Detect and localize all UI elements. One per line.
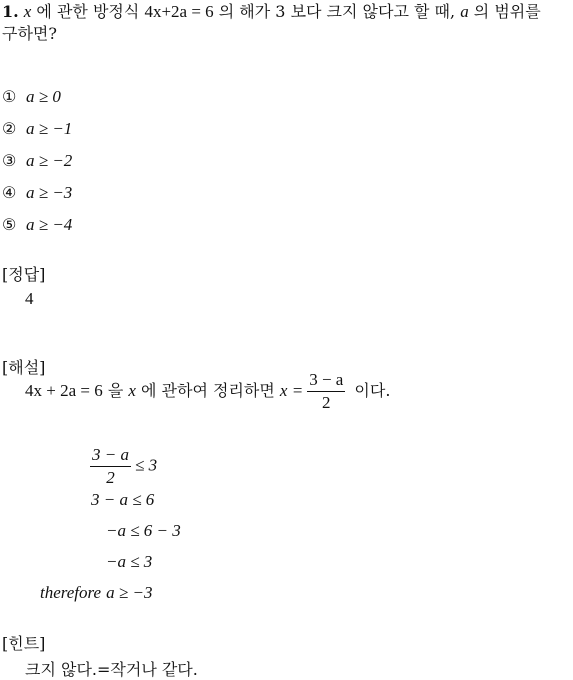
question-equation: 4x+2a = 6 [144, 2, 214, 21]
fraction-numerator: 3 − a [307, 370, 345, 392]
fraction-denominator: 2 [322, 393, 331, 412]
explanation-var-x: x [128, 381, 136, 400]
option-expr: a ≥ −3 [26, 183, 73, 202]
question-line-2: 구하면? [2, 24, 57, 43]
option-2[interactable] [2, 119, 72, 139]
step-1-rest: ≤ 3 [134, 455, 158, 475]
question-text-3: 의 범위를 [468, 2, 541, 21]
question-text-1: 에 관한 방정식 [31, 2, 145, 21]
question-number: 1. [2, 2, 19, 21]
fraction-denominator: 2 [106, 468, 115, 487]
option-5[interactable] [2, 215, 72, 235]
step-5 [40, 583, 152, 603]
option-expr: a ≥ −4 [26, 215, 73, 234]
question-var-a: a [460, 2, 469, 21]
option-4[interactable] [2, 183, 72, 203]
therefore-label: therefore [40, 583, 102, 602]
fraction-numerator: 3 − a [90, 445, 131, 467]
step-1-fraction [90, 445, 131, 488]
option-expr: a ≥ −1 [26, 119, 73, 138]
question-var-x: x [23, 2, 32, 21]
option-mark: ② [2, 119, 17, 138]
option-mark: ③ [2, 151, 17, 170]
step-3: −a ≤ 6 − 3 [106, 521, 181, 540]
option-mark: ① [2, 87, 17, 106]
question-line-1 [2, 0, 541, 24]
step-2: 3 − a ≤ 6 [91, 490, 155, 509]
option-mark: ④ [2, 183, 17, 202]
explanation-equation: 4x + 2a = 6 [25, 381, 103, 400]
option-mark: ⑤ [2, 215, 17, 234]
explanation-fraction [307, 370, 345, 413]
option-3[interactable] [2, 151, 72, 171]
option-expr: a ≥ −2 [26, 151, 73, 170]
explanation-header: [해설] [2, 358, 46, 377]
hint-text: 크지 않다.=작거나 같다. [25, 660, 198, 679]
explanation-text-2: 에 관하여 정리하면 [135, 381, 280, 400]
answer-header: [정답] [2, 265, 46, 284]
explanation-text-3: 이다. [349, 381, 391, 400]
option-expr: a ≥ 0 [26, 87, 61, 106]
step-4: −a ≤ 3 [106, 552, 153, 571]
step-1 [86, 445, 157, 488]
step-5-text: a ≥ −3 [106, 583, 153, 602]
explanation-text-1: 을 [102, 381, 129, 400]
hint-header: [힌트] [2, 634, 46, 653]
explanation-line [25, 370, 390, 410]
question-text-2: 의 해가 3 보다 크지 않다고 할 때, [213, 2, 461, 21]
explanation-lhs: x = [279, 381, 304, 400]
answer-value: 4 [25, 289, 34, 308]
option-1[interactable] [2, 87, 61, 107]
